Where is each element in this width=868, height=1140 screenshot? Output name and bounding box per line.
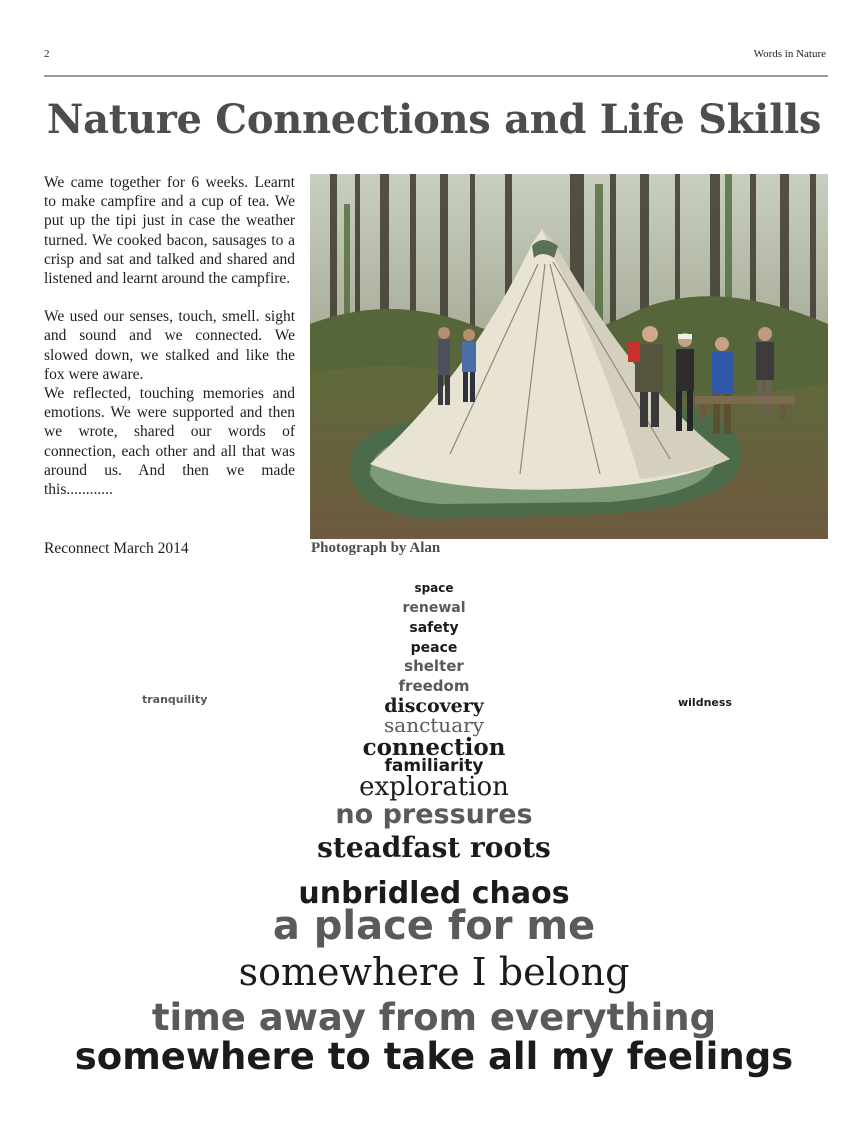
word-somewhere-i-belong: somewhere I belong: [238, 950, 630, 994]
header-rule: [44, 75, 828, 77]
photo-credit: Photograph by Alan: [311, 540, 441, 556]
word-no-pressures: no pressures: [335, 799, 533, 830]
word-a-place-for-me: a place for me: [272, 903, 596, 949]
byline: Reconnect March 2014: [44, 540, 189, 557]
paragraph-reflection: We reflected, touching memories and emotions. We were supported and then we wrote, shared our words of connection, each other and all that was around us. And then we made this............: [44, 385, 295, 499]
word-shelter: shelter: [404, 657, 464, 675]
running-title: Words in Nature: [753, 48, 826, 60]
word-renewal: renewal: [402, 600, 466, 616]
word-discovery: discovery: [384, 695, 484, 717]
word-steadfast-roots: steadfast roots: [317, 831, 551, 864]
word-connection: connection: [362, 734, 506, 761]
page-title: Nature Connections and Life Skills: [46, 96, 822, 143]
word-time-away: time away from everything: [151, 996, 717, 1039]
paragraph-senses: We used our senses, touch, smell. sight and sound and we connected. We slowed down, we stalked and like the fox were aware.: [44, 308, 295, 383]
word-space: space: [414, 581, 454, 595]
word-familiarity: familiarity: [384, 756, 484, 776]
word-sanctuary: sanctuary: [384, 713, 484, 737]
tipi-photo: [310, 174, 828, 539]
word-wildness: wildness: [678, 696, 732, 709]
word-freedom: freedom: [398, 677, 470, 695]
word-unbridled-chaos: unbridled chaos: [298, 876, 570, 911]
word-peace: peace: [410, 640, 458, 656]
word-tranquility: tranquility: [142, 693, 208, 706]
paragraph-campfire: We came together for 6 weeks. Learnt to make campfire and a cup of tea. We put up the tipi just in case the weather turned. We cooked bacon, sausages to a crisp and sat and talked and shared and listened and learnt around the campfire.: [44, 174, 295, 288]
word-safety: safety: [409, 620, 459, 636]
article-body: [44, 173, 295, 499]
page-number: 2: [44, 48, 50, 60]
word-somewhere-feelings: somewhere to take all my feelings: [74, 1035, 794, 1078]
word-exploration: exploration: [359, 772, 509, 802]
